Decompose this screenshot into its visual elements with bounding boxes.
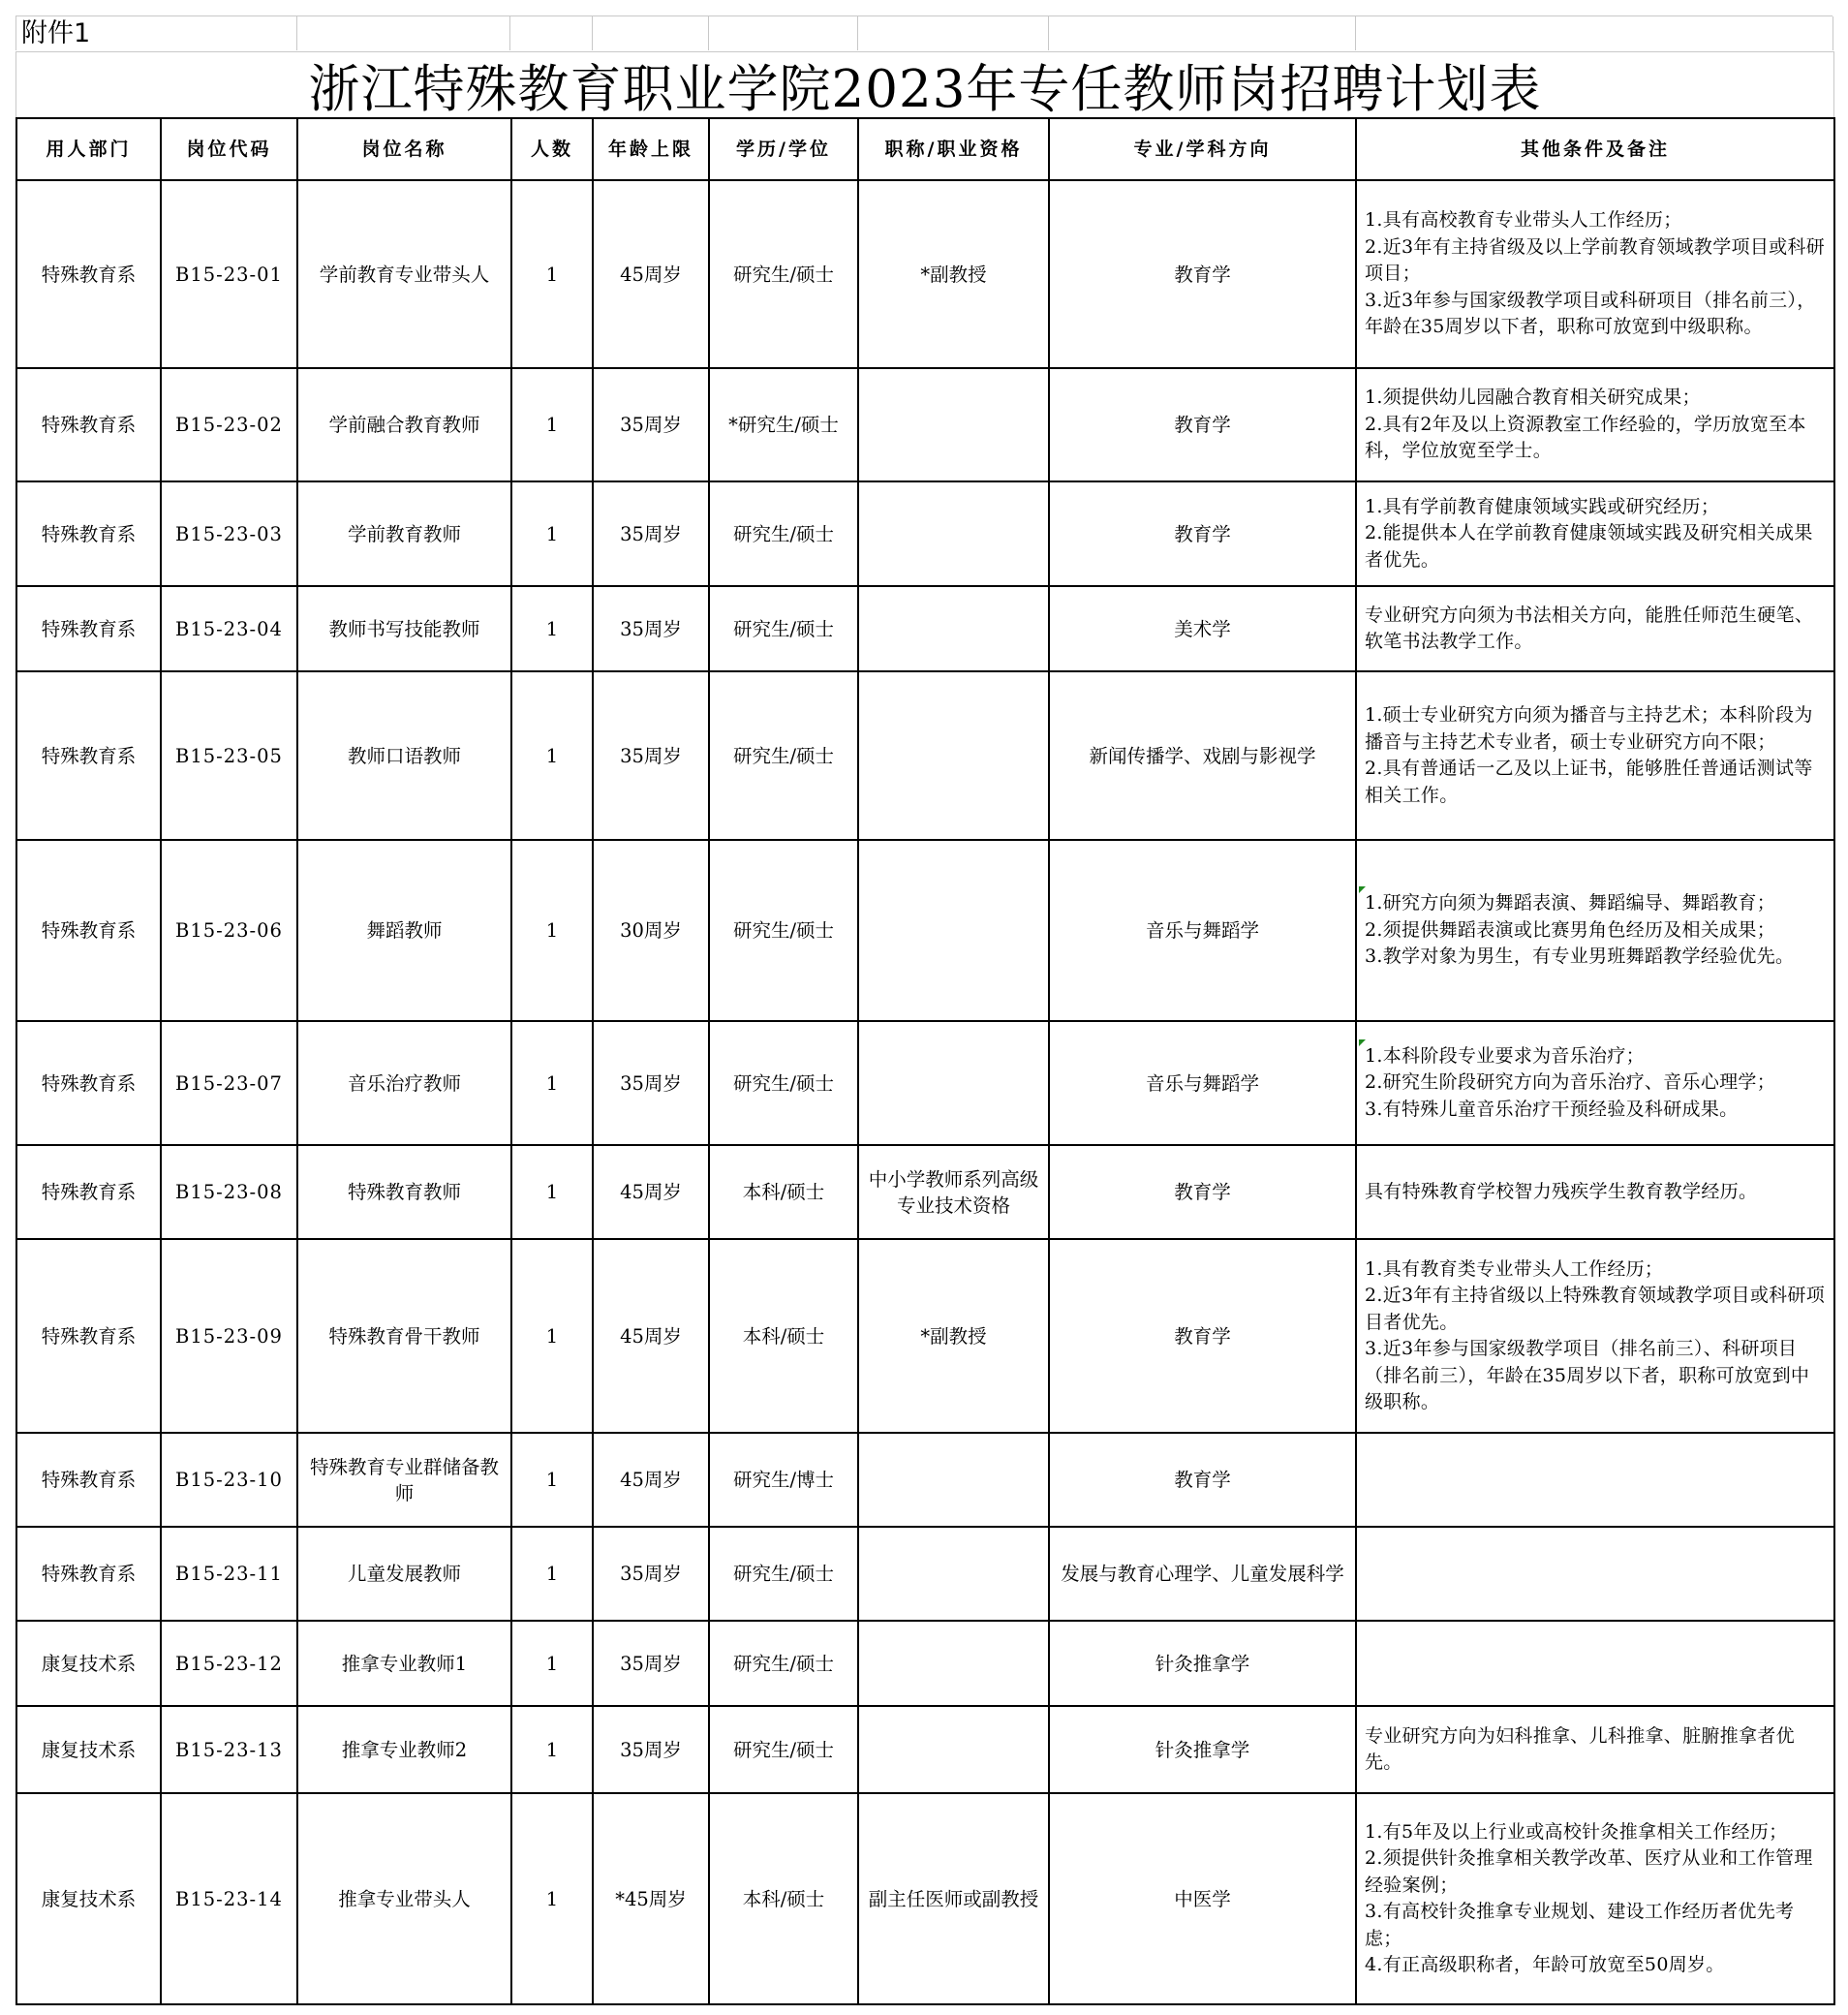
- cell-dept: 特殊教育系: [16, 180, 161, 368]
- cell-age: 35周岁: [593, 481, 709, 586]
- table-row: [16, 180, 1834, 368]
- note-line: 1.本科阶段专业要求为音乐治疗；: [1365, 1043, 1826, 1070]
- cell-notes: [1356, 481, 1834, 586]
- cell-name: 儿童发展教师: [297, 1527, 511, 1621]
- cell-title: [858, 368, 1049, 481]
- note-line: 1.研究方向须为舞蹈表演、舞蹈编导、舞蹈教育；: [1365, 890, 1826, 917]
- cell-age: 35周岁: [593, 1621, 709, 1706]
- cell-major: 教育学: [1049, 1239, 1356, 1433]
- cell-education: 本科/硕士: [709, 1793, 858, 2004]
- cell-age: 35周岁: [593, 1527, 709, 1621]
- cell-age: 35周岁: [593, 671, 709, 840]
- note-line: 3.教学对象为男生，有专业男班舞蹈教学经验优先。: [1365, 946, 1795, 968]
- cell-title: 副主任医师或副教授: [858, 1793, 1049, 2004]
- cell-count: 1: [511, 1621, 593, 1706]
- col-header-notes: 其他条件及备注: [1356, 118, 1834, 180]
- cell-education: 研究生/硕士: [709, 1621, 858, 1706]
- cell-education: 研究生/硕士: [709, 586, 858, 671]
- cell-education: 研究生/博士: [709, 1433, 858, 1527]
- cell-title: [858, 1621, 1049, 1706]
- cell-age: 45周岁: [593, 1239, 709, 1433]
- cell-count: 1: [511, 1433, 593, 1527]
- comment-indicator-icon: [1359, 886, 1366, 893]
- cell-count: 1: [511, 1239, 593, 1433]
- spreadsheet-top-grid: [15, 16, 1833, 51]
- cell-education: 本科/硕士: [709, 1239, 858, 1433]
- cell-name: 推拿专业教师2: [297, 1706, 511, 1793]
- cell-age: 35周岁: [593, 1706, 709, 1793]
- col-header-name: 岗位名称: [297, 118, 511, 180]
- cell-title: *副教授: [858, 1239, 1049, 1433]
- cell-title: [858, 1706, 1049, 1793]
- note-line: 专业研究方向为妇科推拿、儿科推拿、脏腑推拿者优先。: [1365, 1724, 1795, 1773]
- title-row: [15, 51, 1834, 118]
- cell-notes: [1356, 1527, 1834, 1621]
- cell-code: B15-23-03: [161, 481, 297, 586]
- cell-age: 35周岁: [593, 1021, 709, 1145]
- cell-count: 1: [511, 1706, 593, 1793]
- grid-line: [857, 16, 858, 50]
- cell-notes: [1356, 1239, 1834, 1433]
- cell-education: 研究生/硕士: [709, 1021, 858, 1145]
- cell-code: B15-23-07: [161, 1021, 297, 1145]
- cell-count: 1: [511, 671, 593, 840]
- cell-major: 中医学: [1049, 1793, 1356, 2004]
- cell-notes: [1356, 1793, 1834, 2004]
- col-header-education: 学历/学位: [709, 118, 858, 180]
- cell-dept: 特殊教育系: [16, 586, 161, 671]
- cell-count: 1: [511, 481, 593, 586]
- cell-title: *副教授: [858, 180, 1049, 368]
- note-line: 1.具有高校教育专业带头人工作经历；: [1365, 209, 1682, 232]
- cell-code: B15-23-06: [161, 840, 297, 1021]
- cell-code: B15-23-14: [161, 1793, 297, 2004]
- col-header-code: 岗位代码: [161, 118, 297, 180]
- col-header-count: 人数: [511, 118, 593, 180]
- cell-count: 1: [511, 1527, 593, 1621]
- table-row: [16, 1239, 1834, 1433]
- note-line: 3.有特殊儿童音乐治疗干预经验及科研成果。: [1365, 1098, 1739, 1120]
- cell-name: 特殊教育骨干教师: [297, 1239, 511, 1433]
- cell-dept: 特殊教育系: [16, 671, 161, 840]
- cell-name: 教师口语教师: [297, 671, 511, 840]
- cell-education: 研究生/硕士: [709, 1706, 858, 1793]
- cell-count: 1: [511, 1793, 593, 2004]
- cell-major: 新闻传播学、戏剧与影视学: [1049, 671, 1356, 840]
- cell-count: 1: [511, 368, 593, 481]
- cell-name: 学前教育专业带头人: [297, 180, 511, 368]
- cell-code: B15-23-01: [161, 180, 297, 368]
- cell-age: *45周岁: [593, 1793, 709, 2004]
- header-row: [16, 118, 1834, 180]
- grid-line: [708, 16, 709, 50]
- table-row: [16, 1145, 1834, 1239]
- cell-major: 美术学: [1049, 586, 1356, 671]
- cell-education: 本科/硕士: [709, 1145, 858, 1239]
- cell-title: [858, 1433, 1049, 1527]
- cell-major: 教育学: [1049, 1145, 1356, 1239]
- table-row: [16, 840, 1834, 1021]
- cell-education: 研究生/硕士: [709, 180, 858, 368]
- cell-dept: 特殊教育系: [16, 481, 161, 586]
- cell-name: 特殊教育专业群储备教师: [297, 1433, 511, 1527]
- cell-code: B15-23-08: [161, 1145, 297, 1239]
- col-header-title: 职称/职业资格: [858, 118, 1049, 180]
- recruitment-plan-table: [15, 117, 1835, 2005]
- note-line: 2.研究生阶段研究方向为音乐治疗、音乐心理学；: [1365, 1071, 1776, 1094]
- grid-line: [1355, 16, 1356, 50]
- table-row: [16, 1021, 1834, 1145]
- note-line: 2.须提供针灸推拿相关教学改革、医疗从业和工作管理经验案例；: [1365, 1847, 1813, 1896]
- table-row: [16, 1527, 1834, 1621]
- grid-line: [15, 16, 16, 50]
- cell-age: 35周岁: [593, 368, 709, 481]
- cell-dept: 特殊教育系: [16, 1239, 161, 1433]
- note-line: 1.有5年及以上行业或高校针灸推拿相关工作经历；: [1365, 1820, 1788, 1843]
- cell-name: 学前融合教育教师: [297, 368, 511, 481]
- note-line: 2.能提供本人在学前教育健康领域实践及研究相关成果者优先。: [1365, 522, 1813, 571]
- cell-dept: 特殊教育系: [16, 840, 161, 1021]
- table-row: [16, 586, 1834, 671]
- table-row: [16, 481, 1834, 586]
- cell-notes: [1356, 1145, 1834, 1239]
- cell-education: 研究生/硕士: [709, 840, 858, 1021]
- cell-code: B15-23-09: [161, 1239, 297, 1433]
- cell-major: 教育学: [1049, 180, 1356, 368]
- cell-code: B15-23-05: [161, 671, 297, 840]
- cell-notes: [1356, 1706, 1834, 1793]
- note-line: 1.硕士专业研究方向须为播音与主持艺术；本科阶段为播音与主持艺术专业者，硕士专业研究方向不限；: [1365, 704, 1813, 753]
- cell-dept: 特殊教育系: [16, 1527, 161, 1621]
- note-line: 1.具有教育类专业带头人工作经历；: [1365, 1257, 1664, 1280]
- note-line: 4.有正高级职称者，年龄可放宽至50周岁。: [1365, 1954, 1725, 1975]
- cell-name: 教师书写技能教师: [297, 586, 511, 671]
- cell-title: [858, 481, 1049, 586]
- cell-major: 发展与教育心理学、儿童发展科学: [1049, 1527, 1356, 1621]
- col-header-dept: 用人部门: [16, 118, 161, 180]
- table-row: [16, 1433, 1834, 1527]
- note-line: 3.近3年参与国家级教学项目（排名前三）、科研项目（排名前三），年龄在35周岁以下者，职称可放宽到中级职称。: [1365, 1338, 1810, 1412]
- cell-education: 研究生/硕士: [709, 481, 858, 586]
- cell-major: 音乐与舞蹈学: [1049, 1021, 1356, 1145]
- cell-major: 教育学: [1049, 1433, 1356, 1527]
- cell-title: [858, 671, 1049, 840]
- cell-title: [858, 586, 1049, 671]
- cell-notes: [1356, 840, 1834, 1021]
- cell-name: 音乐治疗教师: [297, 1021, 511, 1145]
- grid-line: [1048, 16, 1049, 50]
- cell-code: B15-23-04: [161, 586, 297, 671]
- cell-title: [858, 1021, 1049, 1145]
- cell-count: 1: [511, 1145, 593, 1239]
- note-line: 专业研究方向须为书法相关方向，能胜任师范生硬笔、软笔书法教学工作。: [1365, 604, 1814, 652]
- cell-major: 针灸推拿学: [1049, 1621, 1356, 1706]
- note-line: 1.须提供幼儿园融合教育相关研究成果；: [1365, 387, 1701, 409]
- cell-name: 推拿专业教师1: [297, 1621, 511, 1706]
- table-row: [16, 1621, 1834, 1706]
- annex-label: 附件1: [21, 18, 91, 48]
- grid-line: [509, 16, 510, 50]
- note-line: 2.近3年有主持省级及以上学前教育领域教学项目或科研项目；: [1365, 235, 1826, 285]
- cell-count: 1: [511, 586, 593, 671]
- cell-education: 研究生/硕士: [709, 671, 858, 840]
- cell-code: B15-23-13: [161, 1706, 297, 1793]
- col-header-age: 年龄上限: [593, 118, 709, 180]
- cell-dept: 特殊教育系: [16, 368, 161, 481]
- cell-code: B15-23-02: [161, 368, 297, 481]
- cell-title: [858, 1527, 1049, 1621]
- cell-notes: [1356, 1021, 1834, 1145]
- cell-major: 音乐与舞蹈学: [1049, 840, 1356, 1021]
- cell-name: 舞蹈教师: [297, 840, 511, 1021]
- table-row: [16, 1706, 1834, 1793]
- note-line: 1.具有学前教育健康领域实践或研究经历；: [1365, 495, 1720, 517]
- cell-age: 30周岁: [593, 840, 709, 1021]
- col-header-major: 专业/学科方向: [1049, 118, 1356, 180]
- cell-dept: 特殊教育系: [16, 1021, 161, 1145]
- cell-code: B15-23-12: [161, 1621, 297, 1706]
- cell-dept: 康复技术系: [16, 1706, 161, 1793]
- table-row: [16, 1793, 1834, 2004]
- cell-notes: [1356, 180, 1834, 368]
- note-line: 2.具有2年及以上资源教室工作经验的，学历放宽至本科，学位放宽至学士。: [1365, 413, 1806, 462]
- cell-major: 教育学: [1049, 481, 1356, 586]
- cell-age: 45周岁: [593, 180, 709, 368]
- cell-dept: 康复技术系: [16, 1793, 161, 2004]
- table-row: [16, 368, 1834, 481]
- cell-major: 针灸推拿学: [1049, 1706, 1356, 1793]
- note-line: 2.近3年有主持省级以上特殊教育领域教学项目或科研项目者优先。: [1365, 1285, 1826, 1333]
- cell-age: 45周岁: [593, 1433, 709, 1527]
- cell-education: *研究生/硕士: [709, 368, 858, 481]
- note-line: 具有特殊教育学校智力残疾学生教育教学经历。: [1365, 1180, 1758, 1202]
- grid-line: [296, 16, 297, 50]
- cell-title: [858, 840, 1049, 1021]
- note-line: 2.具有普通话一乙及以上证书，能够胜任普通话测试等相关工作。: [1365, 758, 1813, 806]
- cell-notes: [1356, 1433, 1834, 1527]
- cell-notes: [1356, 671, 1834, 840]
- note-line: 3.近3年参与国家级教学项目或科研项目（排名前三），年龄在35周岁以下者，职称可放宽到中级职称。: [1365, 289, 1816, 338]
- cell-notes: [1356, 586, 1834, 671]
- cell-name: 学前教育教师: [297, 481, 511, 586]
- page-title: 浙江特殊教育职业学院2023年专任教师岗招聘计划表: [308, 60, 1542, 119]
- cell-dept: 特殊教育系: [16, 1433, 161, 1527]
- comment-indicator-icon: [1359, 1039, 1366, 1046]
- cell-age: 45周岁: [593, 1145, 709, 1239]
- cell-education: 研究生/硕士: [709, 1527, 858, 1621]
- cell-notes: [1356, 368, 1834, 481]
- cell-dept: 特殊教育系: [16, 1145, 161, 1239]
- cell-name: 推拿专业带头人: [297, 1793, 511, 2004]
- cell-title: 中小学教师系列高级专业技术资格: [858, 1145, 1049, 1239]
- cell-count: 1: [511, 840, 593, 1021]
- cell-code: B15-23-11: [161, 1527, 297, 1621]
- cell-dept: 康复技术系: [16, 1621, 161, 1706]
- cell-count: 1: [511, 1021, 593, 1145]
- cell-code: B15-23-10: [161, 1433, 297, 1527]
- cell-notes: [1356, 1621, 1834, 1706]
- cell-age: 35周岁: [593, 586, 709, 671]
- cell-name: 特殊教育教师: [297, 1145, 511, 1239]
- cell-count: 1: [511, 180, 593, 368]
- table-row: [16, 671, 1834, 840]
- note-line: 2.须提供舞蹈表演或比赛男角色经历及相关成果；: [1365, 918, 1776, 941]
- cell-major: 教育学: [1049, 368, 1356, 481]
- note-line: 3.有高校针灸推拿专业规划、建设工作经历者优先考虑；: [1365, 1901, 1795, 1949]
- grid-line: [592, 16, 593, 50]
